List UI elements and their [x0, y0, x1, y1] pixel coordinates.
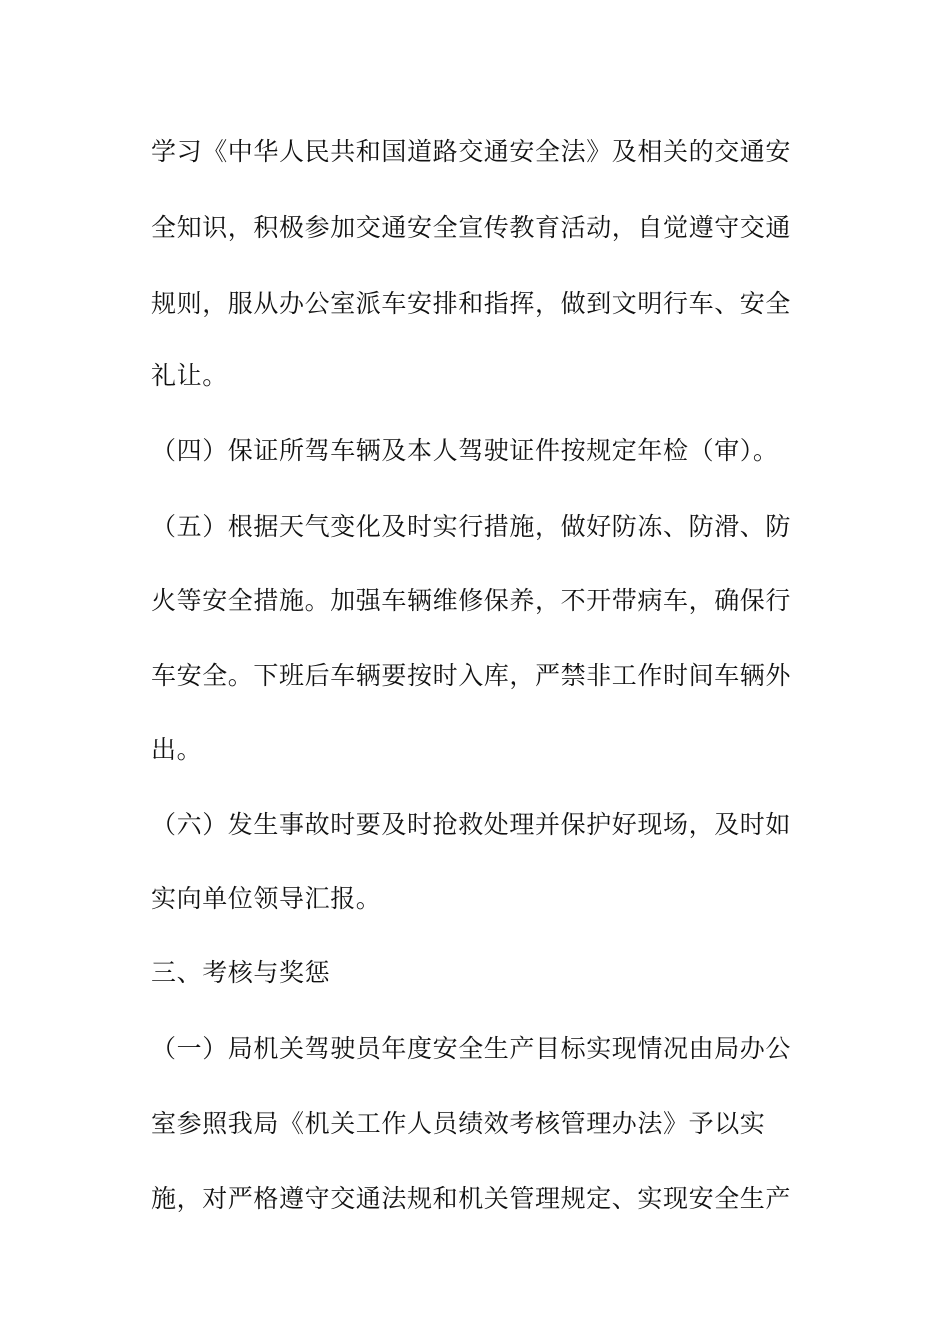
text-line: 火等安全措施。加强车辆维修保养，不开带病车，确保行	[151, 586, 792, 615]
text-line: 室参照我局《机关工作人员绩效考核管理办法》予以实	[151, 1109, 766, 1138]
text-line: 全知识，积极参加交通安全宣传教育活动，自觉遵守交通	[151, 213, 792, 242]
text-line: （四）保证所驾车辆及本人驾驶证件按规定年检（审）。	[151, 436, 779, 465]
text-line: 学习《中华人民共和国道路交通安全法》及相关的交通安	[151, 137, 792, 166]
text-line: 规则，服从办公室派车安排和指挥，做到文明行车、安全	[151, 289, 792, 318]
text-line: 礼让。	[151, 361, 228, 390]
text-line: 施，对严格遵守交通法规和机关管理规定、实现安全生产	[151, 1184, 792, 1213]
text-line: 出。	[151, 735, 203, 764]
text-line: 实向单位领导汇报。	[151, 884, 382, 913]
text-line: 车安全。下班后车辆要按时入库，严禁非工作时间车辆外	[151, 661, 792, 690]
text-line: （五）根据天气变化及时实行措施，做好防冻、防滑、防	[151, 512, 792, 541]
text-line: （一）局机关驾驶员年度安全生产目标实现情况由局办公	[151, 1034, 792, 1063]
section-heading: 三、考核与奖惩	[151, 958, 331, 987]
text-line: （六）发生事故时要及时抢救处理并保护好现场，及时如	[151, 810, 792, 839]
